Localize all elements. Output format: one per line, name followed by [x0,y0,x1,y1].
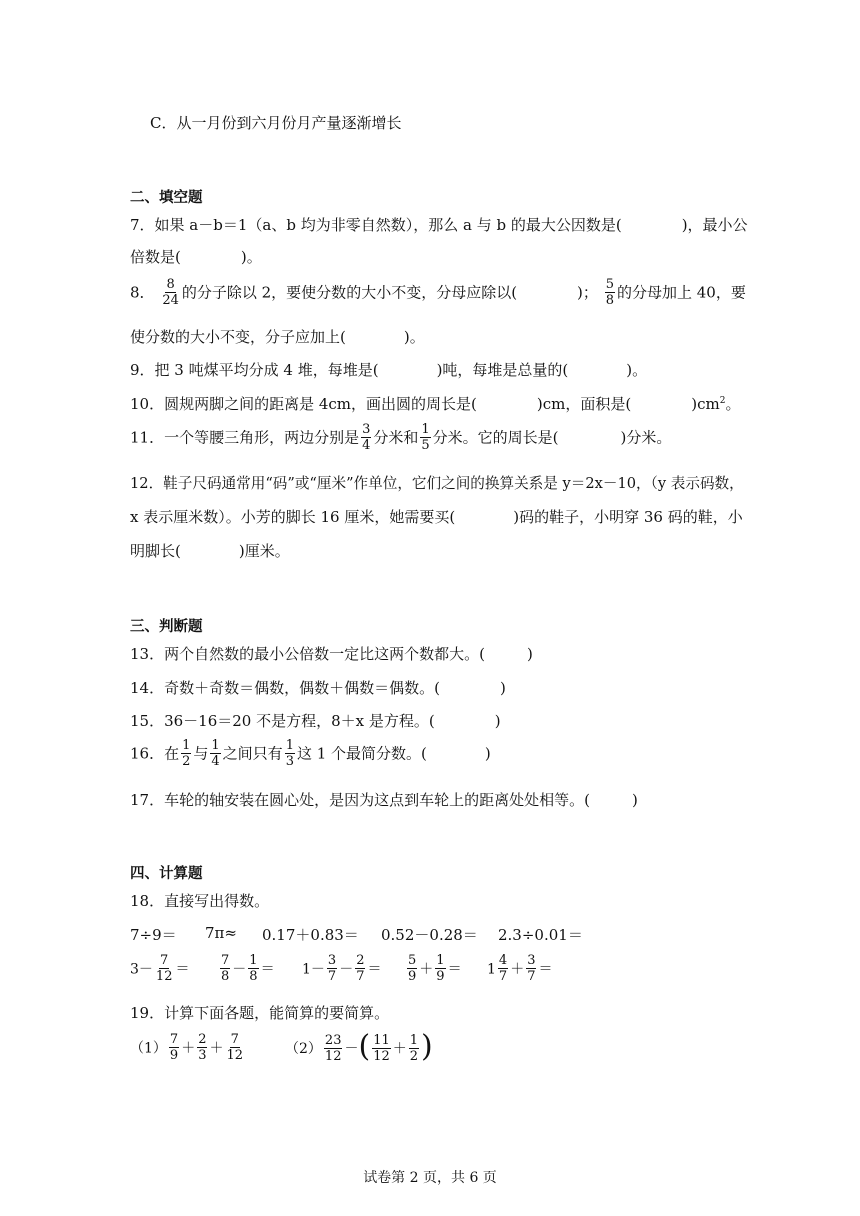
fraction-1-5: $\frac{1}{5}$ [421,422,430,453]
question-12-line3: 明脚长( )厘米。 [130,542,290,560]
fraction-3-4: $\frac{3}{4}$ [362,422,371,453]
q18-row2-item: 3－ $\frac{7}{12}$ ＝ [130,953,190,984]
question-11: 11．一个等腰三角形，两边分别是 $\frac{3}{4}$ 分米和 $\frac{1}{5}$ 分米。它的周长是( )分米。 [130,422,672,453]
page-footer: 试卷第 2 页，共 6 页 [363,1170,497,1186]
q18-row2-item: 1－ $\frac{3}{7}$ － $\frac{2}{7}$ ＝ [302,953,382,984]
fraction-1-2: $\frac{1}{2}$ [182,738,191,769]
section-title-fill-in: 二、填空题 [130,190,203,206]
q18-row1-item: 2.3÷0.01＝ [498,926,583,944]
q18-row1-item: 7÷9＝ [130,926,177,944]
q18-row2-item: $\frac{7}{8}$ － $\frac{1}{8}$ ＝ [221,953,275,984]
question-19-title: 19．计算下面各题，能简算的要简算。 [130,1004,390,1022]
question-16: 16．在 $\frac{1}{2}$ 与 $\frac{1}{4}$ 之间只有 $\frac{1}{3}$ 这 1 个最简分数。( ) [130,738,491,769]
question-8-line1: 8． $\frac{8}{24}$ 的分子除以 2，要使分数的大小不变，分母应除以( )； $\frac{5}{8}$ 的分母加上 40，要 [130,277,746,308]
question-10: 10．圆规两脚之间的距离是 4cm，画出圆的周长是( )cm，面积是( )$cm^2$。 [130,395,741,413]
q18-row1-item: 7π≈ [205,924,237,942]
question-12-line1: 12．鞋子尺码通常用“码”或“厘米”作单位，它们之间的换算关系是 y＝2x－10，（y 表示码数， [130,475,744,492]
q18-row2-item: 1 $\frac{4}{7}$ ＋ $\frac{3}{7}$ ＝ [487,953,553,984]
question-7-line1: 7．如果 a－b＝1（a、b 均为非零自然数），那么 a 与 b 的最大公因数是( )，最小公 [130,216,748,234]
question-18-title: 18．直接写出得数。 [130,892,270,910]
question-17: 17．车轮的轴安装在圆心处，是因为这点到车轮上的距离处处相等。( ) [130,791,638,809]
question-19-part2: （2） $\frac{23}{12}$ －( $\frac{11}{12}$ ＋ $\frac{1}{2}$ ) [285,1029,433,1064]
question-8-line2: 使分数的大小不变，分子应加上( )。 [130,328,425,346]
section-title-true-false: 三、判断题 [130,619,203,635]
option-c: C．从一月份到六月份月产量逐渐增长 [150,114,402,132]
section-title-calculation: 四、计算题 [130,866,203,882]
fraction-1-3: $\frac{1}{3}$ [285,738,294,769]
q18-row1-item: 0.52－0.28＝ [381,926,478,944]
question-7-line2: 倍数是( )。 [130,248,262,266]
fraction-8-24: $\frac{8}{24}$ [162,277,179,308]
question-9: 9．把 3 吨煤平均分成 4 堆，每堆是( )吨，每堆是总量的( )。 [130,361,648,379]
question-13: 13．两个自然数的最小公倍数一定比这两个数都大。( ) [130,645,533,663]
question-12-line2: x 表示厘米数）。小芳的脚长 16 厘米，她需要买( )码的鞋子，小明穿 36 码的鞋，小 [130,508,743,526]
q18-row2-item: $\frac{5}{9}$ ＋ $\frac{1}{9}$ ＝ [408,953,462,984]
question-15: 15．36－16＝20 不是方程，8＋x 是方程。( ) [130,712,501,730]
question-19-part1: （1） $\frac{7}{9}$ ＋ $\frac{2}{3}$ ＋ $\frac{7}{12}$ [130,1032,244,1063]
q18-row1-item: 0.17＋0.83＝ [262,926,359,944]
fraction-1-4: $\frac{1}{4}$ [211,738,220,769]
question-14: 14．奇数＋奇数＝偶数，偶数＋偶数＝偶数。( ) [130,679,506,697]
fraction-5-8: $\frac{5}{8}$ [605,277,614,308]
